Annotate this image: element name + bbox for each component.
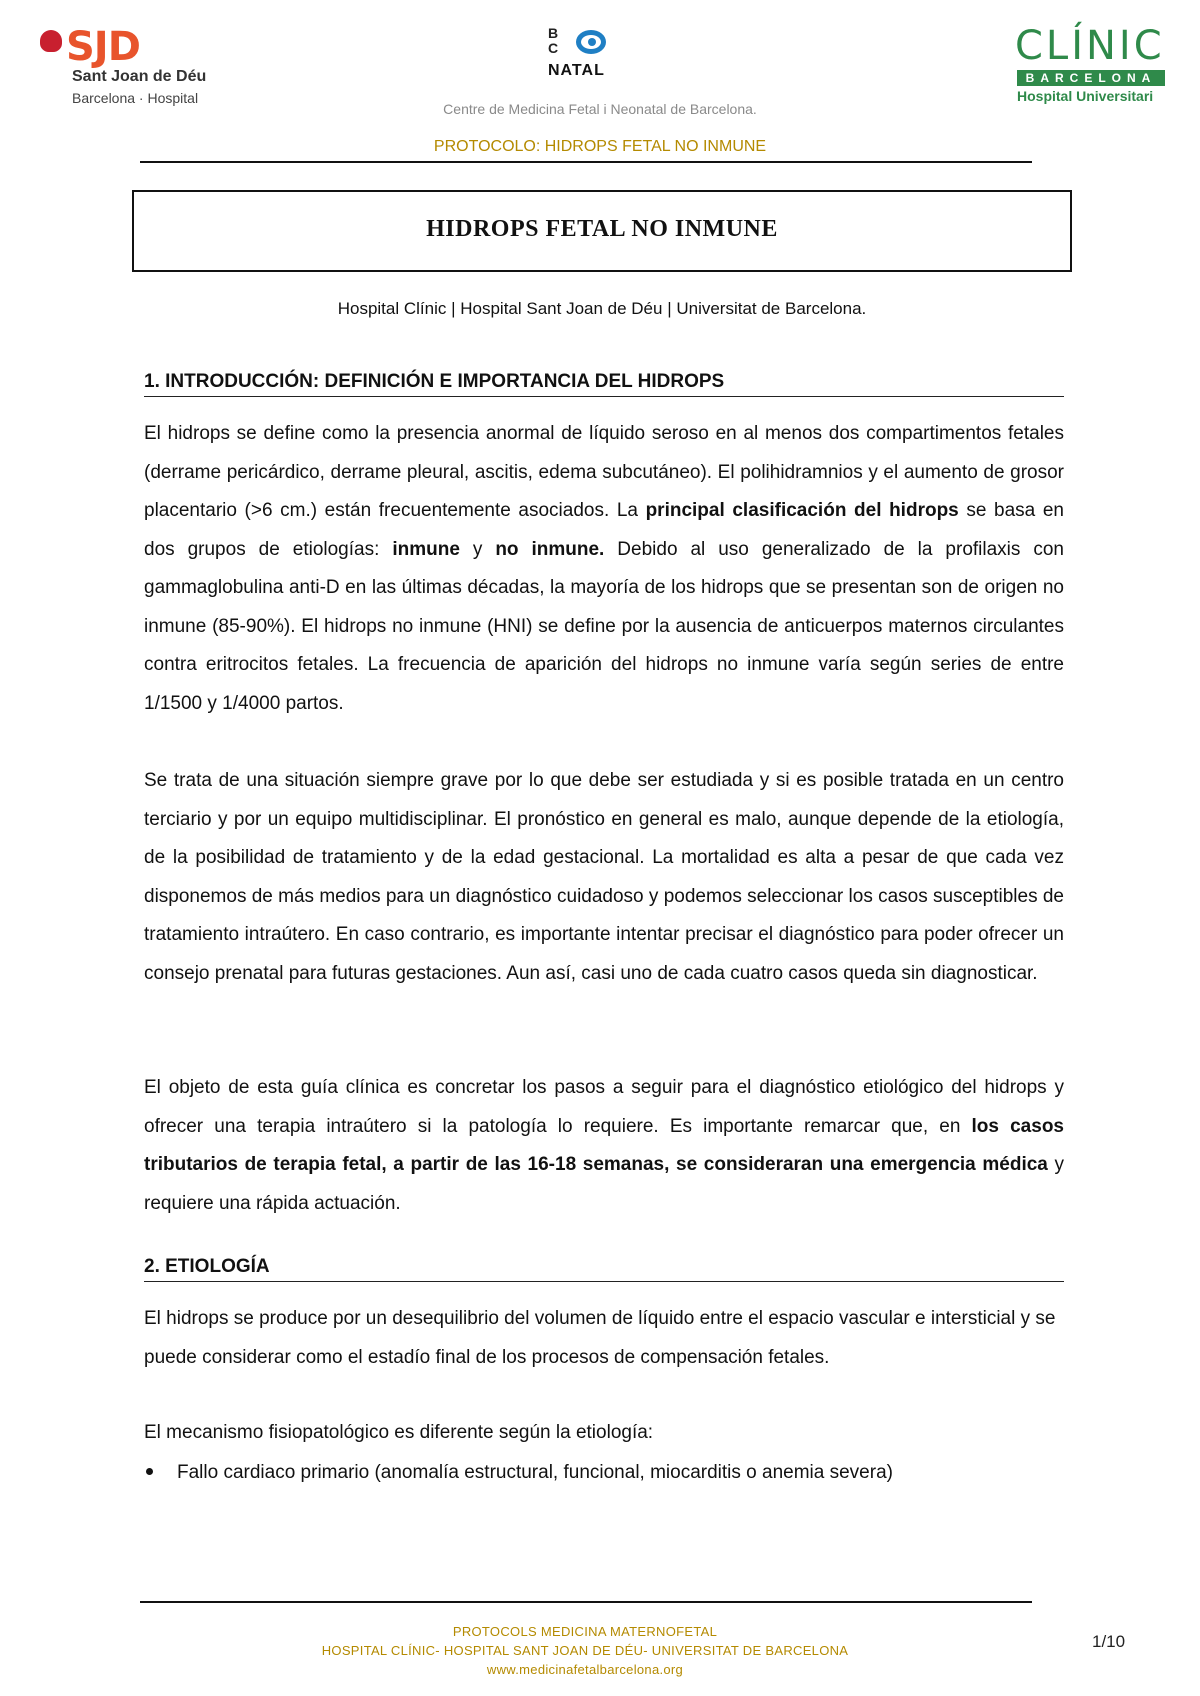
title-box xyxy=(132,190,1072,272)
text-span: El hidrops se define como la presencia anormal de líquido seroso en al menos dos compartimentos fetales (derrame pericárdico, derrame pleural, ascitis, edema subcutáneo). El polihidramnios y el aumento de grosor placentario (>6 cm.) están frecuentemente asociados. La xyxy=(144,423,1064,521)
clinic-bar: BARCELONA xyxy=(1017,70,1165,86)
text-span: se basa en dos grupos de etiologías: xyxy=(144,500,1064,560)
section-heading-etiologia: 2. ETIOLOGÍA xyxy=(144,1256,1064,1282)
bcn-natal: NATAL xyxy=(548,62,605,79)
sjd-mark-text: SJD xyxy=(66,24,140,70)
sjd-subtitle: Barcelona · Hospital xyxy=(72,90,199,106)
list-item-text: Fallo cardiaco primario (anomalía estructural, funcional, miocarditis o anemia severa) xyxy=(177,1462,893,1483)
clinic-hospital: Hospital Universitari xyxy=(1017,88,1154,104)
eye-icon xyxy=(576,30,606,54)
text-span: y xyxy=(459,538,496,560)
footer-line1: PROTOCOLS MEDICINA MATERNOFETAL xyxy=(452,1624,718,1639)
footer-website-link[interactable]: www.medicinafetalbarcelona.org xyxy=(486,1662,684,1677)
bold-span: no inmune. xyxy=(495,538,605,560)
bcnatal-logo xyxy=(548,26,648,86)
clinic-logo xyxy=(1015,23,1165,106)
paragraph-definition xyxy=(144,415,1064,723)
text-span: Debido al uso generalizado de la profilaxis con gammaglobulina anti-D en las últimas décadas, la mayoría de los hidrops que se presentan son de origen no inmune (85-90%). El hidrops no inmune (HNI) se define por la ausencia de anticuerpos maternos circulantes contra eritrocitos fetales. La frecuencia de aparición del hidrops no inmune varía según series de entre 1/1500 y 1/4000 partos. xyxy=(144,538,1065,714)
bold-span: los casos tributarios de terapia fetal, a partir de las 16-18 semanas, se consideraran una emergencia médica xyxy=(144,1115,1064,1175)
paragraph-mechanism: El mecanismo fisiopatológico es diferente según la etiología: xyxy=(144,1422,654,1443)
paragraph-etiology: El hidrops se produce por un desequilibrio del volumen de líquido entre el espacio vascular e intersticial y se puede considerar como el estadío final de los procesos de compensación fetales. xyxy=(144,1308,1056,1368)
protocol-header: PROTOCOLO: HIDROPS FETAL NO INMUNE xyxy=(433,138,767,155)
bullet-icon xyxy=(146,1468,153,1475)
footer-line2: HOSPITAL CLÍNIC- HOSPITAL SANT JOAN DE DÉU- UNIVERSITAT DE BARCELONA xyxy=(321,1643,849,1658)
list-item xyxy=(144,1454,1064,1492)
bcn-letter-c: C xyxy=(548,40,559,56)
heart-icon xyxy=(40,30,62,52)
centre-name: Centre de Medicina Fetal i Neonatal de Barcelona. xyxy=(443,101,757,117)
text-span: El objeto de esta guía clínica es concretar los pasos a seguir para el diagnóstico etiológico del hidrops y ofrecer una terapia intraútero si la patología lo requiere. Es importante remarcar que, en xyxy=(144,1077,1064,1137)
institutions-line: Hospital Clínic | Hospital Sant Joan de Déu | Universitat de Barcelona. xyxy=(337,299,867,318)
paragraph-prognosis: Se trata de una situación siempre grave por lo que debe ser estudiada y si es posible tratada en un centro terciario y por un equipo multidisciplinar. El pronóstico en general es malo, aunque depende de la etiología, de la posibilidad de tratamiento y de la edad gestacional. La mortalidad es alta a pesar de que cada vez disponemos de más medios para un diagnóstico cuidadoso y podemos seleccionar los casos susceptibles de tratamiento intraútero. En caso contrario, es importante intentar precisar el diagnóstico para poder ofrecer un consejo prenatal para futuras gestaciones. Aun así, casi uno de cada cuatro casos queda sin diagnosticar. xyxy=(144,770,1064,984)
header-divider xyxy=(140,161,1032,163)
page-title: HIDROPS FETAL NO INMUNE xyxy=(426,216,778,242)
bcn-letters xyxy=(548,26,558,56)
footer xyxy=(250,1622,920,1679)
bcn-letter-b: B xyxy=(548,25,559,41)
sjd-mark xyxy=(40,24,140,70)
bold-span: principal clasificación del hidrops xyxy=(645,500,959,521)
page-number: 1/10 xyxy=(1092,1632,1126,1651)
text-span: y requiere una rápida actuación. xyxy=(144,1154,1064,1214)
clinic-word: CLÍNIC xyxy=(1015,23,1165,69)
sjd-logo xyxy=(40,22,220,110)
sjd-name: Sant Joan de Déu xyxy=(72,68,207,85)
bold-span: inmune xyxy=(392,538,460,560)
section-heading-introduccion: 1. INTRODUCCIÓN: DEFINICIÓN E IMPORTANCIA DEL HIDROPS xyxy=(144,371,1064,397)
paragraph-objective xyxy=(144,1069,1064,1223)
footer-divider xyxy=(140,1601,1032,1603)
